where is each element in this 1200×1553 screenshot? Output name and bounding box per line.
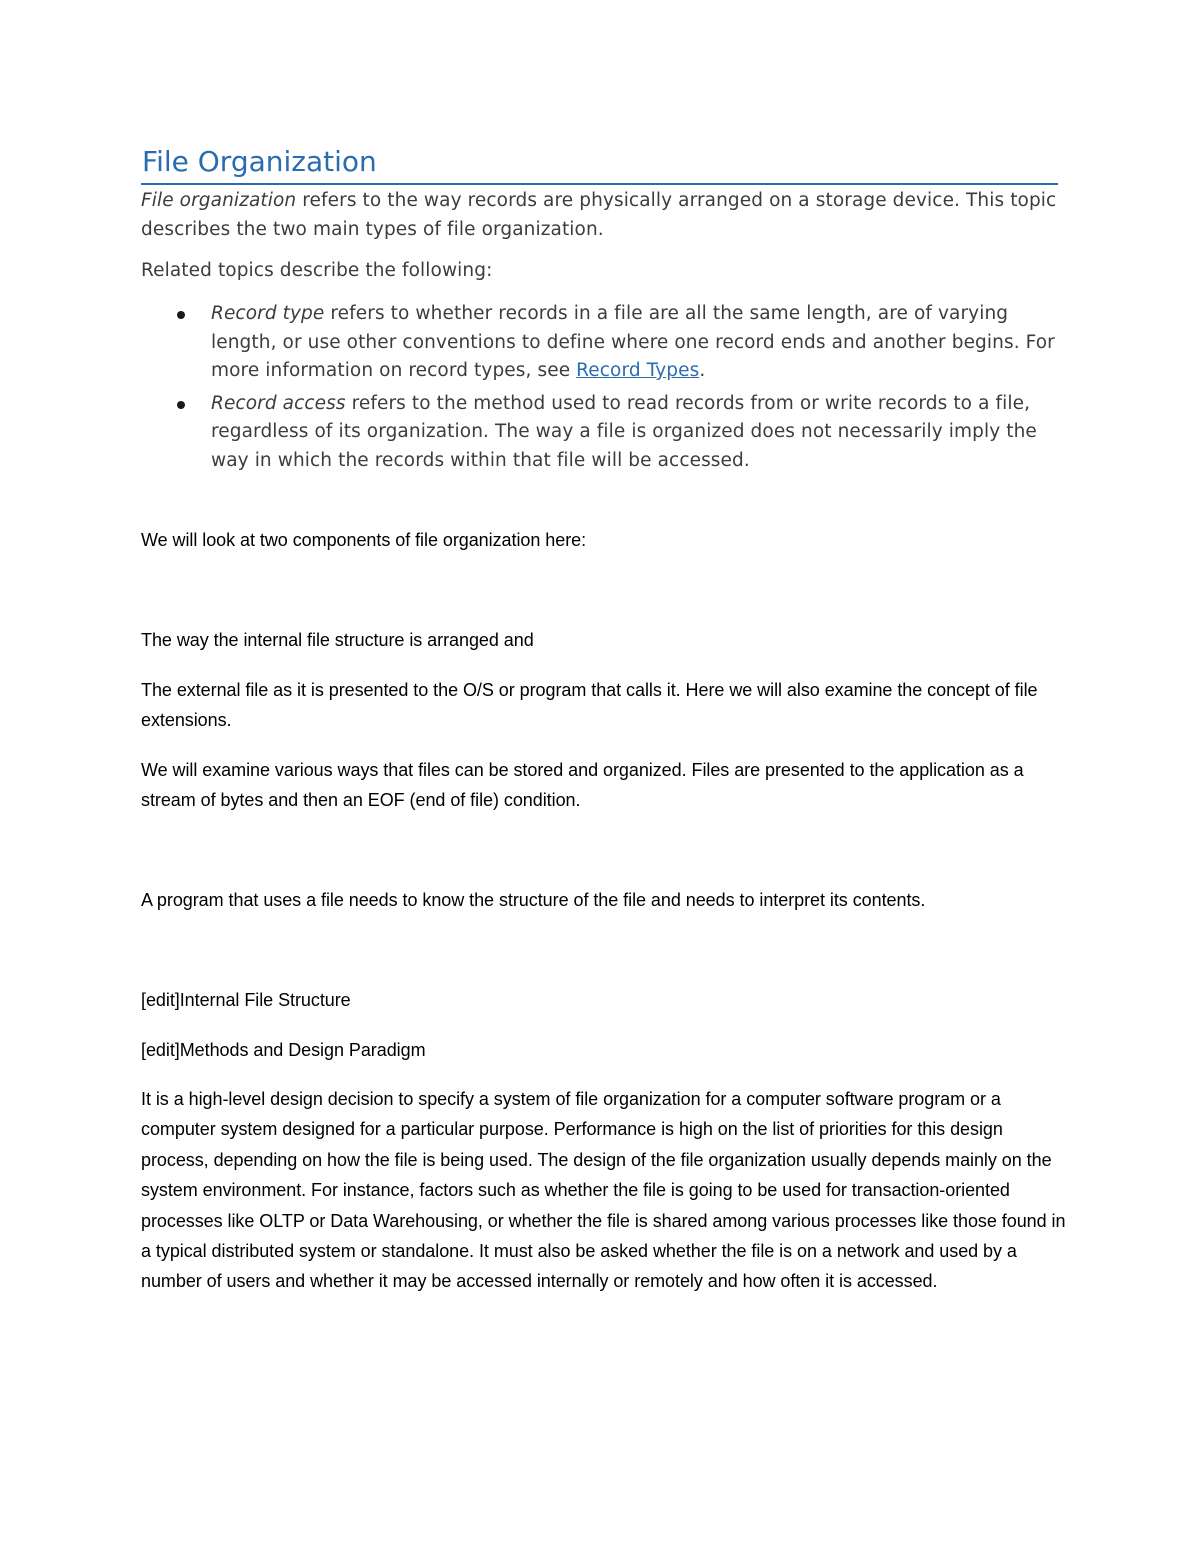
bullet-term: Record access bbox=[211, 392, 346, 414]
intro-paragraph bbox=[141, 187, 1071, 244]
external-file-paragraph: The external file as it is presented to the O/S or program that calls it. Here we will also examine the concept of file extensions. bbox=[141, 680, 1038, 731]
list-item bbox=[141, 390, 1071, 476]
list-item bbox=[141, 300, 1071, 386]
page-title: File Organization bbox=[142, 145, 377, 178]
design-paragraph: It is a high-level design decision to specify a system of file organization for a computer software program or a computer system designed for a particular purpose. Performance is high on the list of priorities for this design process, depending on how the file is being used. The design of the file organization usually depends mainly on the system environment. For instance, factors such as whether the file is going to be used for transaction-oriented processes like OLTP or Data Warehousing, or whether the file is shared among various processes like those found in a typical distributed system or standalone. It must also be asked whether the file is on a network and used by a number of users and whether it may be accessed internally or remotely and how often it is accessed. bbox=[141, 1089, 1066, 1292]
related-topics-intro: Related topics describe the following: bbox=[141, 260, 493, 281]
bullet-icon bbox=[177, 401, 185, 409]
intro-text: refers to the way records are physically arranged on a storage device. This topic describes the two main types of file organization. bbox=[141, 190, 1057, 240]
internal-structure-paragraph: The way the internal file structure is arranged and bbox=[141, 630, 534, 650]
intro-term: File organization bbox=[141, 190, 297, 211]
title-underline bbox=[141, 183, 1058, 185]
bullet-text-end: . bbox=[699, 360, 706, 381]
related-topics-list bbox=[141, 300, 1071, 475]
bullet-icon bbox=[177, 311, 185, 319]
bullet-term: Record type bbox=[211, 303, 325, 324]
stream-paragraph: We will examine various ways that files can be stored and organized. Files are presented to the application as a stream of bytes and then an EOF (end of file) condition. bbox=[141, 760, 1024, 811]
section-heading-methods-design: [edit]Methods and Design Paradigm bbox=[141, 1040, 426, 1060]
record-types-link[interactable]: Record Types bbox=[576, 360, 700, 381]
bullet-text: refers to whether records in a file are all the same length, are of varying length, or use other conventions to define where one record ends and another begins. For more information on record types, see bbox=[211, 303, 1055, 381]
bullet-text: refers to the method used to read records from or write records to a file, regardless of its organization. The way a file is organized does not necessarily imply the way in which the records within that file will be accessed. bbox=[211, 392, 1037, 471]
program-paragraph: A program that uses a file needs to know the structure of the file and needs to interpret its contents. bbox=[141, 890, 926, 910]
components-paragraph: We will look at two components of file organization here: bbox=[141, 530, 587, 550]
section-heading-internal-file-structure: [edit]Internal File Structure bbox=[141, 990, 351, 1010]
